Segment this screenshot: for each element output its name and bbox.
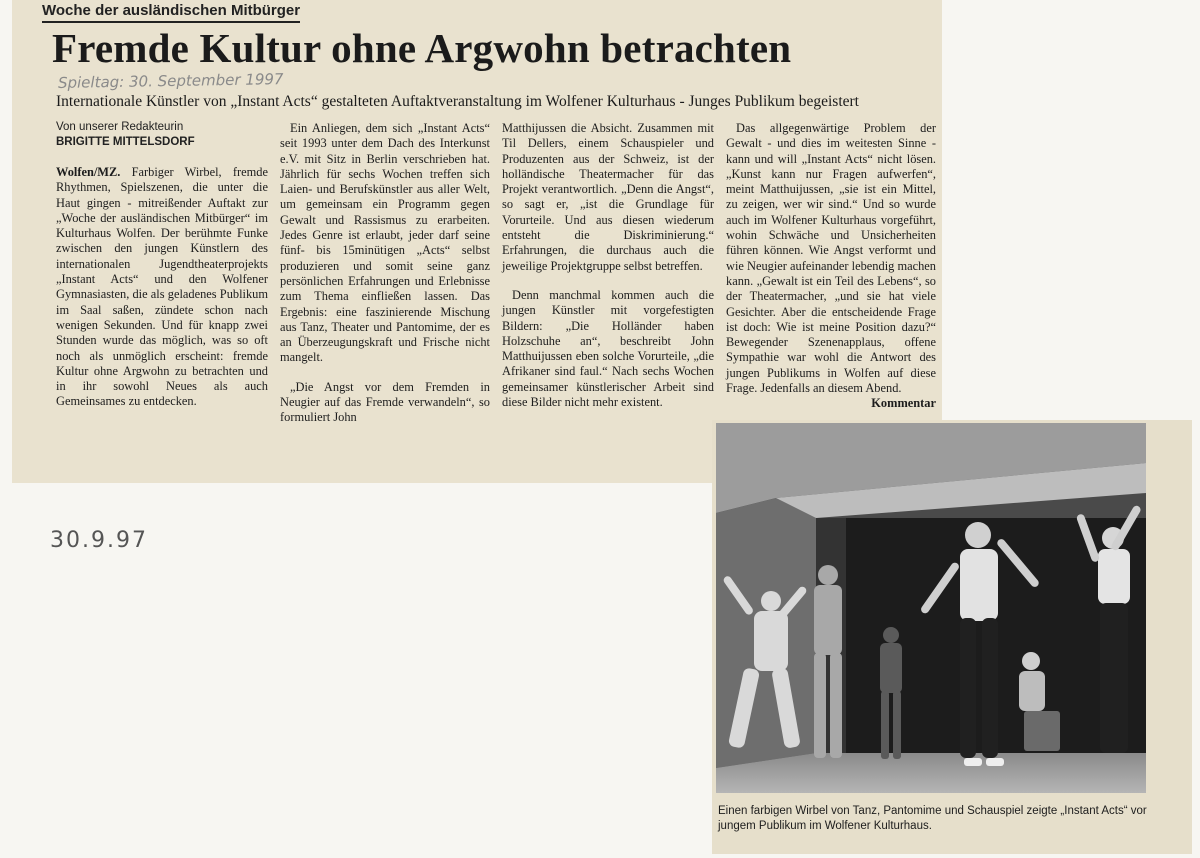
- column-paragraph: Wolfen/MZ. Farbiger Wirbel, fremde Rhythmen, Spielszenen, die unter die Haut gingen - mitreißender Auftakt zur „Woche der ausländischen Mitbürger“ im Kulturhaus Wolfen. Der berühmte Funke zwischen den jungen Künstlern des internationalen Jugendtheaterprojekts „Instant Acts“ und den Wolfener Gymnasiasten, die als geladenes Publikum im Saal saßen, zündete schon nach wenigen Sekunden. Und für knapp zwei Stunden wurde das möglich, was so oft noch als unmöglich erscheint: fremde Kultur ohne Argwohn zu betrachten und in ihr sowohl Neues als auch Gemeinsames zu entdecken.: [56, 165, 268, 409]
- article-column-2: [280, 121, 490, 426]
- article-column-3: [502, 121, 714, 410]
- column-paragraph: Matthijussen die Absicht. Zusammen mit Til Dellers, einem Schauspieler und Produzenten aus der Schweiz, ist der holländische Theatermacher für das Projekt verantwortlich. „Denn die Angst“, so sagt er, „ist die Grundlage für Vorurteile. Und aus diesen wiederum entsteht die Diskriminierung.“ Erfahrungen, die durchaus auch die jeweilige Projektgruppe selbst betreffen.: [502, 121, 714, 273]
- article-column-4: [726, 121, 936, 412]
- article-headline: Fremde Kultur ohne Argwohn betrachten: [52, 25, 792, 71]
- column-paragraph: Ein Anliegen, dem sich „Instant Acts“ seit 1993 unter dem Dach des Interkunst e.V. mit Sitz in Berlin verschrieben hat. Jährlich für sechs Wochen treffen sich Laien- und Berufskünstler aus aller Welt, um gemeinsam ein Programm gegen Gewalt und Rassismus zu erarbeiten. Jedes Genre ist erlaubt, jeder darf seine fünf- bis 15minütigen „Acts“ selbst produzieren und somit seine ganz persönlichen Erfahrungen und Erlebnisse zum Thema einfließen lassen. Das Ergebnis: eine faszinierende Mischung aus Tanz, Theater und Pantomime, der es an Überzeugungskraft und Frische nicht mangelt.: [280, 121, 490, 365]
- column-paragraph: „Die Angst vor dem Fremden in Neugier auf das Fremde verwandeln“, so formuliert John: [280, 379, 490, 425]
- column-paragraph: Das allgegenwärtige Problem der Gewalt - und dies im weitesten Sinne - kann und will „Instant Acts“ nicht lösen. „Kunst kann nur Fragen aufwerfen“, meint Matthuijussen, „sie ist ein Mittel, zu zeigen, wer wir sind.“ Und so wurde auch im Wolfener Kulturhaus vorgeführt, wohin Schwäche und Unsicherheiten führen können. Wie Angst verformt und wie Neugier aufeinander lebendig machen kann. „Gewalt ist ein Teil des Lebens“, so der Theatermacher, „und sie hat viele Gesichter. Aber die entscheidende Frage ist doch: Wie ist meine Position dazu?“ Bewegender Szenenapplaus, offene Sympathie war wohl die Antwort des jungen Publikums in Wolfen auf diese Frage. Jedenfalls an diesem Abend. Kommentar: [726, 121, 936, 411]
- commentary-tag: Kommentar: [871, 396, 936, 411]
- handwritten-date: 30.9.97: [50, 528, 148, 553]
- article-column-1: [56, 165, 268, 410]
- article-subheadline: Internationale Künstler von „Instant Acts“ gestalteten Auftaktveranstaltung im Wolfener Kulturhaus - Junges Publikum begeistert: [56, 93, 859, 110]
- byline-role: Von unserer Redakteurin: [56, 121, 184, 133]
- stage-photo: [716, 423, 1146, 793]
- stage-performance-image: [716, 423, 1146, 793]
- dateline: Wolfen/MZ.: [56, 165, 121, 179]
- column-paragraph: Denn manchmal kommen auch die jungen Künstler mit vorgefestigten Bildern: „Die Holländer haben Holzschuhe an“, beschreibt John Matthuijussen eben solche Vorurteile, „die Afrikaner sind faul.“ Nach sechs Wochen gemeinsamer künstlerischer Arbeit sind diese Bilder nicht mehr existent.: [502, 287, 714, 410]
- handwritten-note: Spieltag: 30. September 1997: [57, 70, 284, 92]
- section-kicker: Woche der ausländischen Mitbürger: [42, 2, 300, 23]
- photo-caption: Einen farbigen Wirbel von Tanz, Pantomime und Schauspiel zeigte „Instant Acts“ vor jungem Publikum im Wolfener Kulturhaus.: [718, 805, 1147, 832]
- byline-author: BRIGITTE MITTELSDORF: [56, 136, 195, 148]
